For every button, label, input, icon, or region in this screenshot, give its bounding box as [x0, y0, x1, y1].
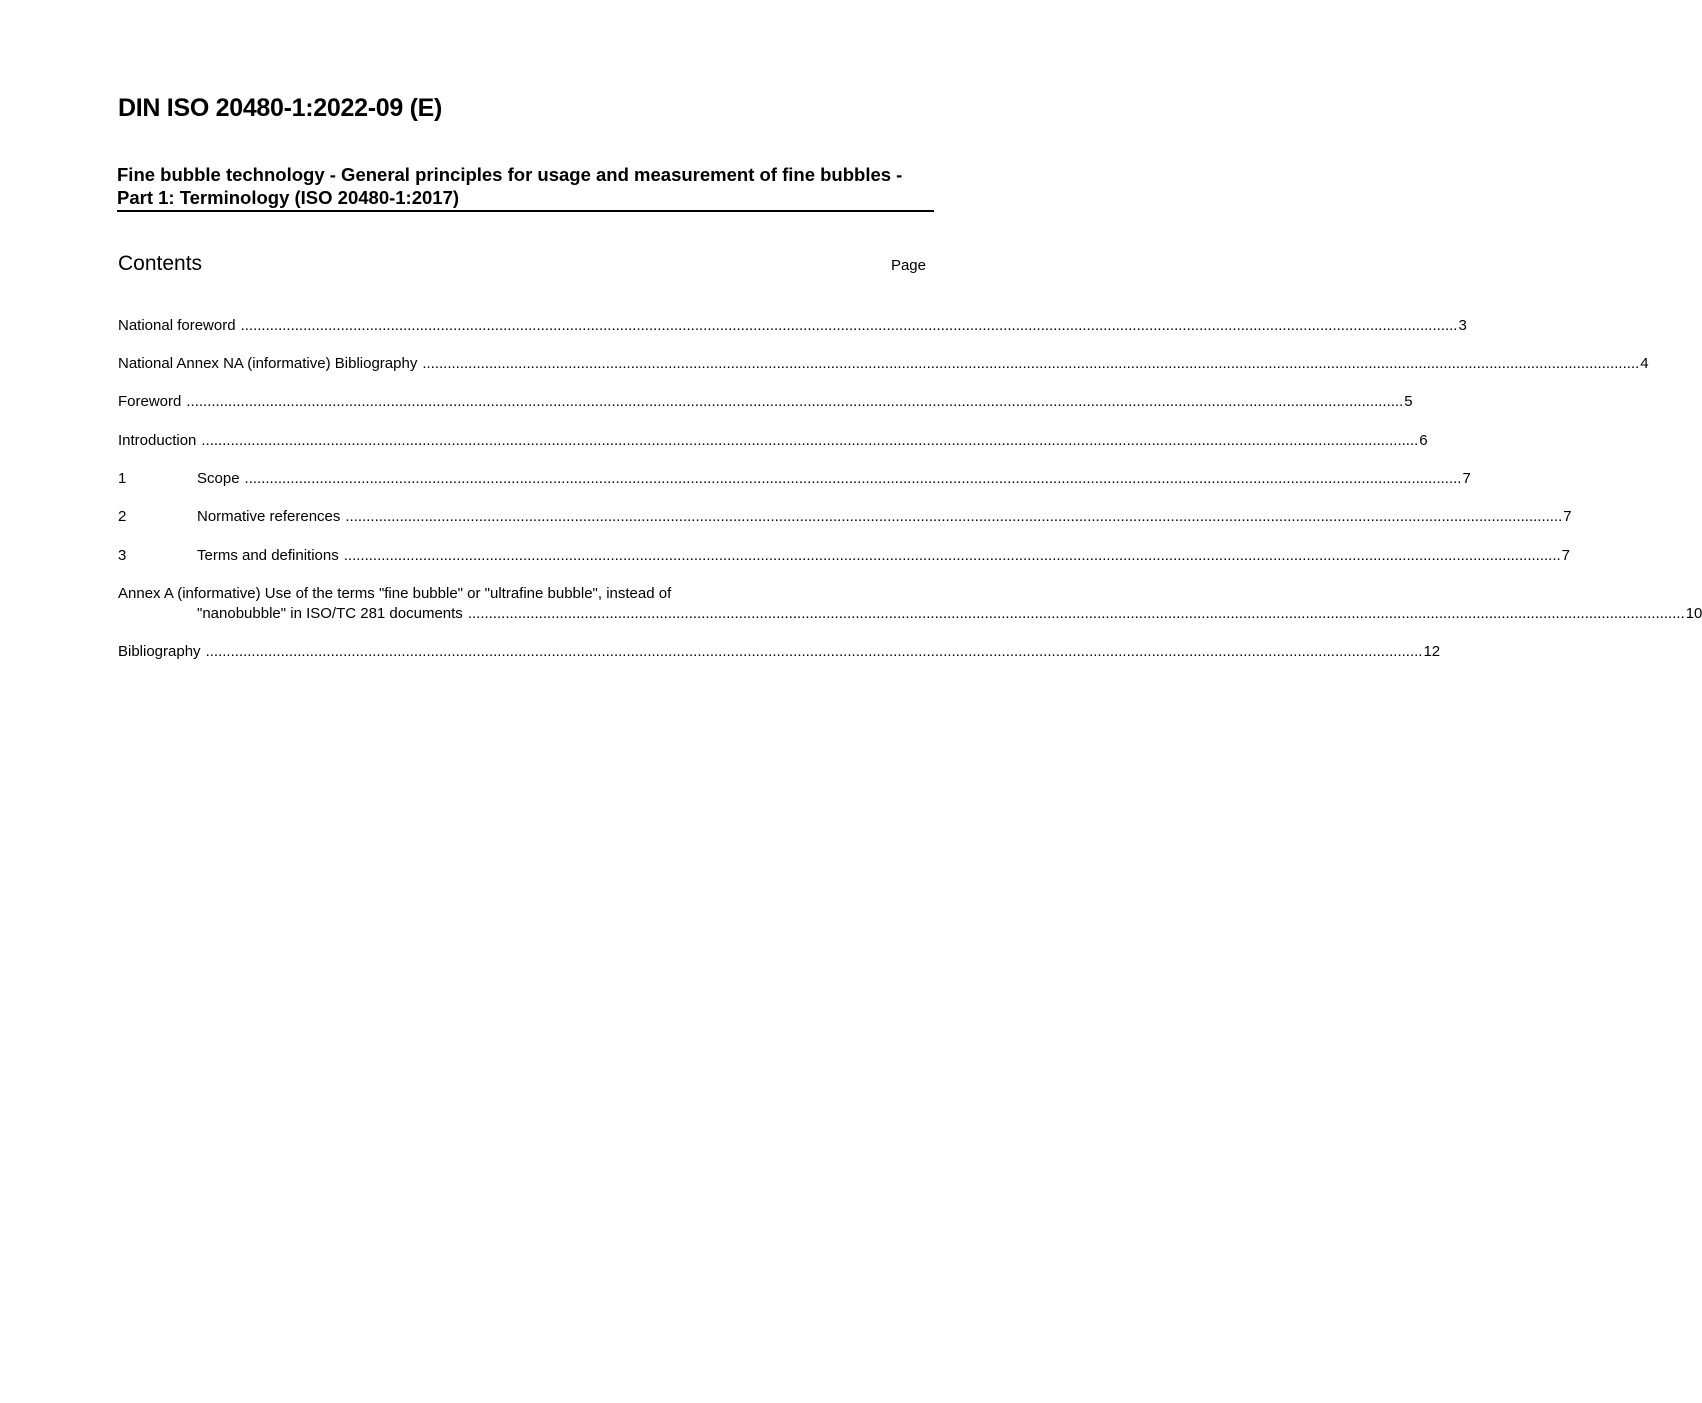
toc-entry-page: 3	[1458, 317, 1467, 334]
contents-heading: Contents	[118, 252, 203, 275]
document-identifier: DIN ISO 20480-1:2022-09 (E)	[118, 94, 443, 122]
title-divider	[117, 210, 934, 212]
toc-entry-scope[interactable]	[118, 469, 1471, 489]
toc-dot-leader	[206, 642, 1423, 662]
toc-entry-terms-and-definitions[interactable]	[118, 546, 1570, 566]
toc-entry-national-foreword[interactable]	[118, 316, 1467, 336]
toc-entry-page: 6	[1419, 432, 1428, 449]
toc-entry-text: Terms and definitions	[197, 547, 339, 564]
toc-dot-leader	[344, 546, 1561, 566]
toc-entry-bibliography[interactable]	[118, 642, 1441, 662]
toc-dot-leader	[422, 354, 1639, 374]
toc-entry-number: 2	[118, 508, 127, 525]
toc-dot-leader	[186, 392, 1403, 412]
toc-dot-leader	[201, 431, 1418, 451]
toc-entry-text: Normative references	[197, 508, 341, 525]
toc-entry-page: 5	[1404, 393, 1413, 410]
toc-entry-normative-references[interactable]	[118, 507, 1572, 527]
toc-entry-page: 7	[1563, 508, 1572, 525]
toc-entry-introduction[interactable]	[118, 431, 1428, 451]
toc-entry-page: 7	[1462, 470, 1471, 487]
toc-entry-page: 4	[1640, 355, 1649, 372]
toc-entry-number: 1	[118, 470, 127, 487]
toc-entry-annex-a[interactable]	[118, 584, 1702, 623]
toc-entry-text-line2: "nanobubble" in ISO/TC 281 documents	[197, 604, 463, 622]
toc-entry-text-line1: Annex A (informative) Use of the terms "fine bubble" or "ultrafine bubble", instead of	[118, 585, 672, 602]
toc-dot-leader	[241, 316, 1458, 336]
toc-entry-text: Scope	[197, 470, 240, 487]
toc-entry-text: Foreword	[118, 393, 182, 410]
toc-entry-page: 12	[1423, 643, 1441, 660]
toc-entry-page: 10	[1685, 604, 1702, 622]
toc-entry-text: National Annex NA (informative) Bibliography	[118, 355, 418, 372]
toc-dot-leader	[245, 469, 1462, 489]
toc-entry-text: Introduction	[118, 432, 197, 449]
page-column-label: Page	[890, 257, 926, 274]
toc-entry-national-annex-na[interactable]	[118, 354, 1649, 374]
toc-dot-leader	[468, 604, 1685, 624]
toc-entry-page: 7	[1561, 547, 1570, 564]
toc-entry-number: 3	[118, 547, 127, 564]
toc-entry-text: Bibliography	[118, 643, 201, 660]
toc-dot-leader	[345, 507, 1562, 527]
toc-entry-foreword[interactable]	[118, 392, 1413, 412]
toc-entry-text: National foreword	[118, 317, 236, 334]
document-title: Fine bubble technology - General principles for usage and measurement of fine bubbles - Part 1: Terminology (ISO 20480-1:2017)	[117, 164, 903, 208]
